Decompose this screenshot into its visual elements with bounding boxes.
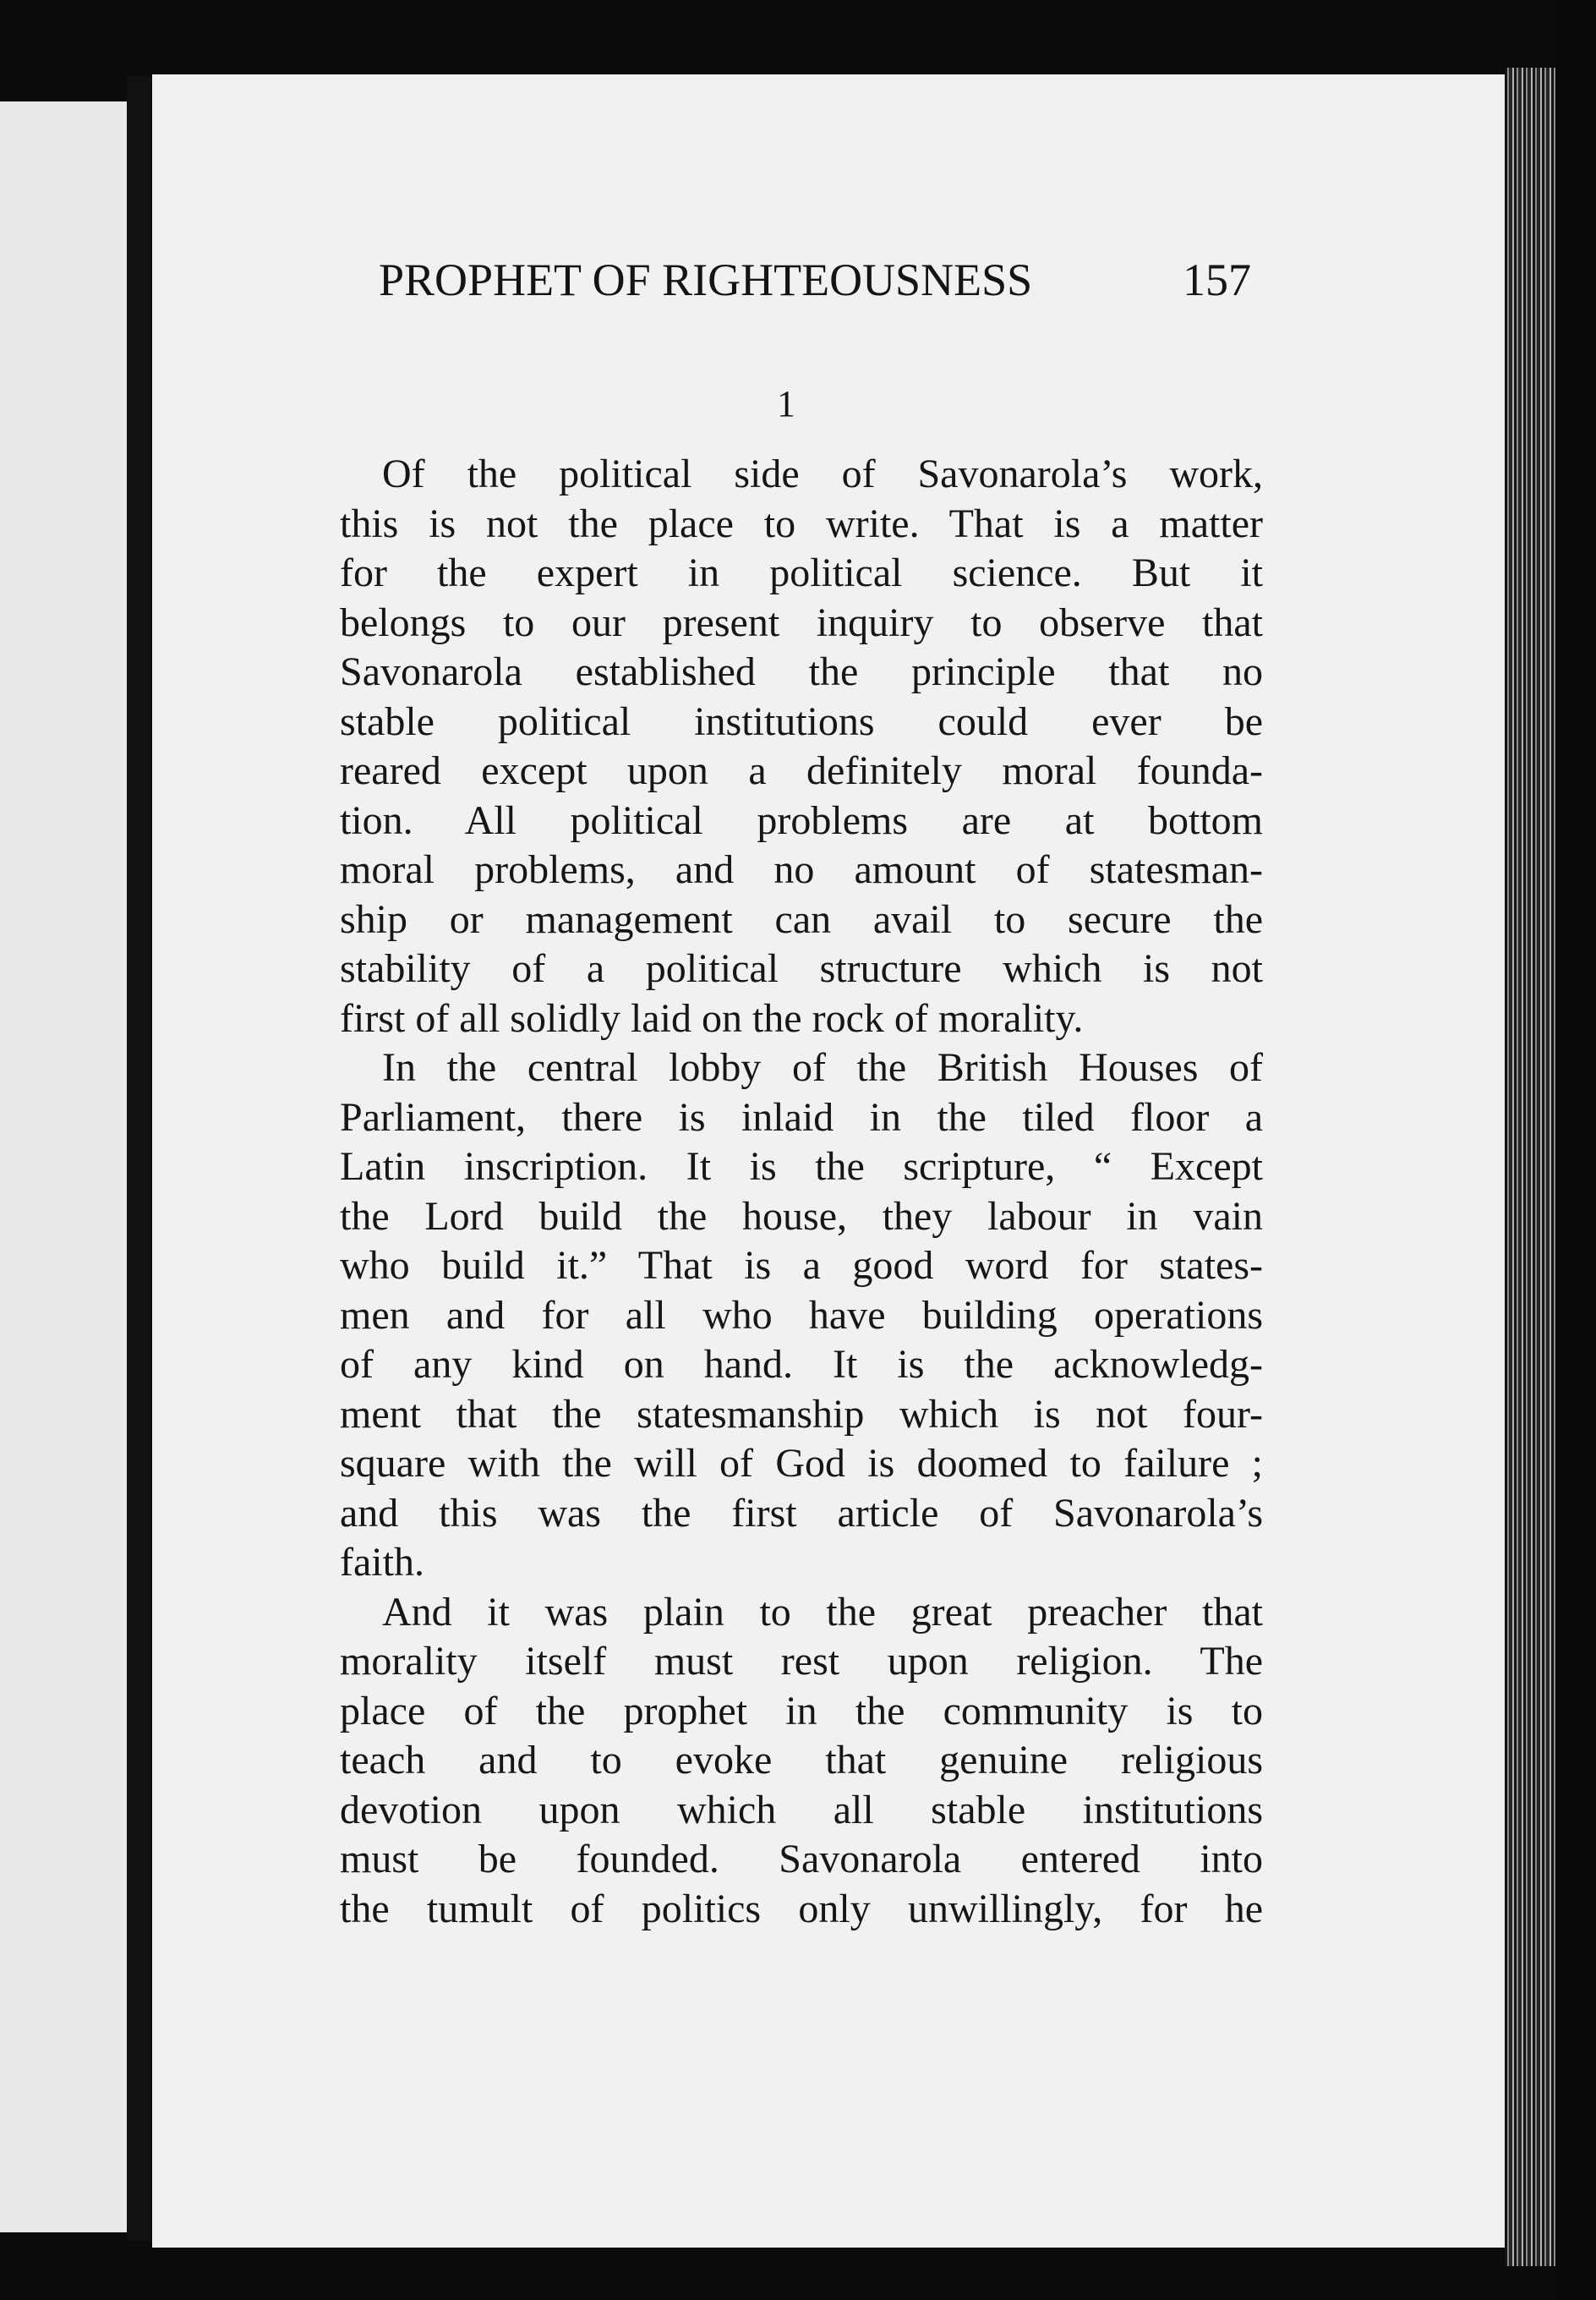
text-line: tion. All political problems are at bottom [340, 797, 1263, 843]
text-line: the tumult of politics only unwillingly, for he [340, 1886, 1263, 1931]
text-line: stable political institutions could ever be [340, 698, 1263, 744]
text-line: morality itself must rest upon religion. The [340, 1639, 1263, 1684]
text-line: for the expert in political science. But it [340, 550, 1263, 595]
text-line: Of the political side of Savonarola’s work, [382, 452, 1263, 496]
text-line: faith. [340, 1540, 424, 1585]
text-line: ment that the statesmanship which is not four- [340, 1391, 1263, 1437]
text-line: who build it.” That is a good word for states- [340, 1243, 1263, 1288]
left-page-edge [0, 101, 127, 2232]
running-head [379, 254, 1251, 321]
text-line: the Lord build the house, they labour in vain [340, 1193, 1263, 1239]
text-line: and this was the first article of Savonarola’s [340, 1490, 1263, 1536]
text-line: belongs to our present inquiry to observe that [340, 600, 1263, 645]
book-gutter [127, 76, 152, 2241]
text-line: ship or management can avail to secure the [340, 896, 1263, 942]
text-line: of any kind on hand. It is the acknowledg- [340, 1342, 1263, 1387]
text-line: square with the will of God is doomed to failure ; [340, 1441, 1263, 1486]
paragraph-3 [340, 1588, 1263, 1935]
text-line: Parliament, there is inlaid in the tiled floor a [340, 1094, 1263, 1140]
section-number: 1 [777, 383, 795, 424]
text-line: moral problems, and no amount of statesman- [340, 847, 1263, 892]
text-line: teach and to evoke that genuine religious [340, 1738, 1263, 1782]
text-line: stability of a political structure which is not [340, 946, 1263, 991]
body-text [340, 450, 1263, 1934]
scan-background-right [1555, 0, 1596, 2300]
paragraph-1 [340, 450, 1263, 1043]
text-line: Latin inscription. It is the scripture, “ Except [340, 1144, 1263, 1189]
text-line: first of all solidly laid on the rock of morality. [340, 995, 1084, 1041]
text-line: men and for all who have building operations [340, 1292, 1263, 1338]
page-number: 157 [1183, 255, 1251, 305]
page-stack-edge [1505, 68, 1555, 2266]
text-line: Savonarola established the principle that no [340, 649, 1263, 694]
text-line: reared except upon a definitely moral founda- [340, 748, 1263, 793]
text-line: place of the prophet in the community is to [340, 1688, 1263, 1733]
paragraph-2 [340, 1043, 1263, 1588]
text-line: devotion upon which all stable institutions [340, 1787, 1263, 1832]
text-line: this is not the place to write. That is a matter [340, 501, 1263, 546]
text-line: In the central lobby of the British Houses of [382, 1045, 1263, 1090]
text-line: And it was plain to the great preacher that [382, 1589, 1263, 1635]
running-head-title: PROPHET OF RIGHTEOUSNESS [379, 255, 1033, 305]
text-line: must be founded. Savonarola entered into [340, 1837, 1263, 1881]
